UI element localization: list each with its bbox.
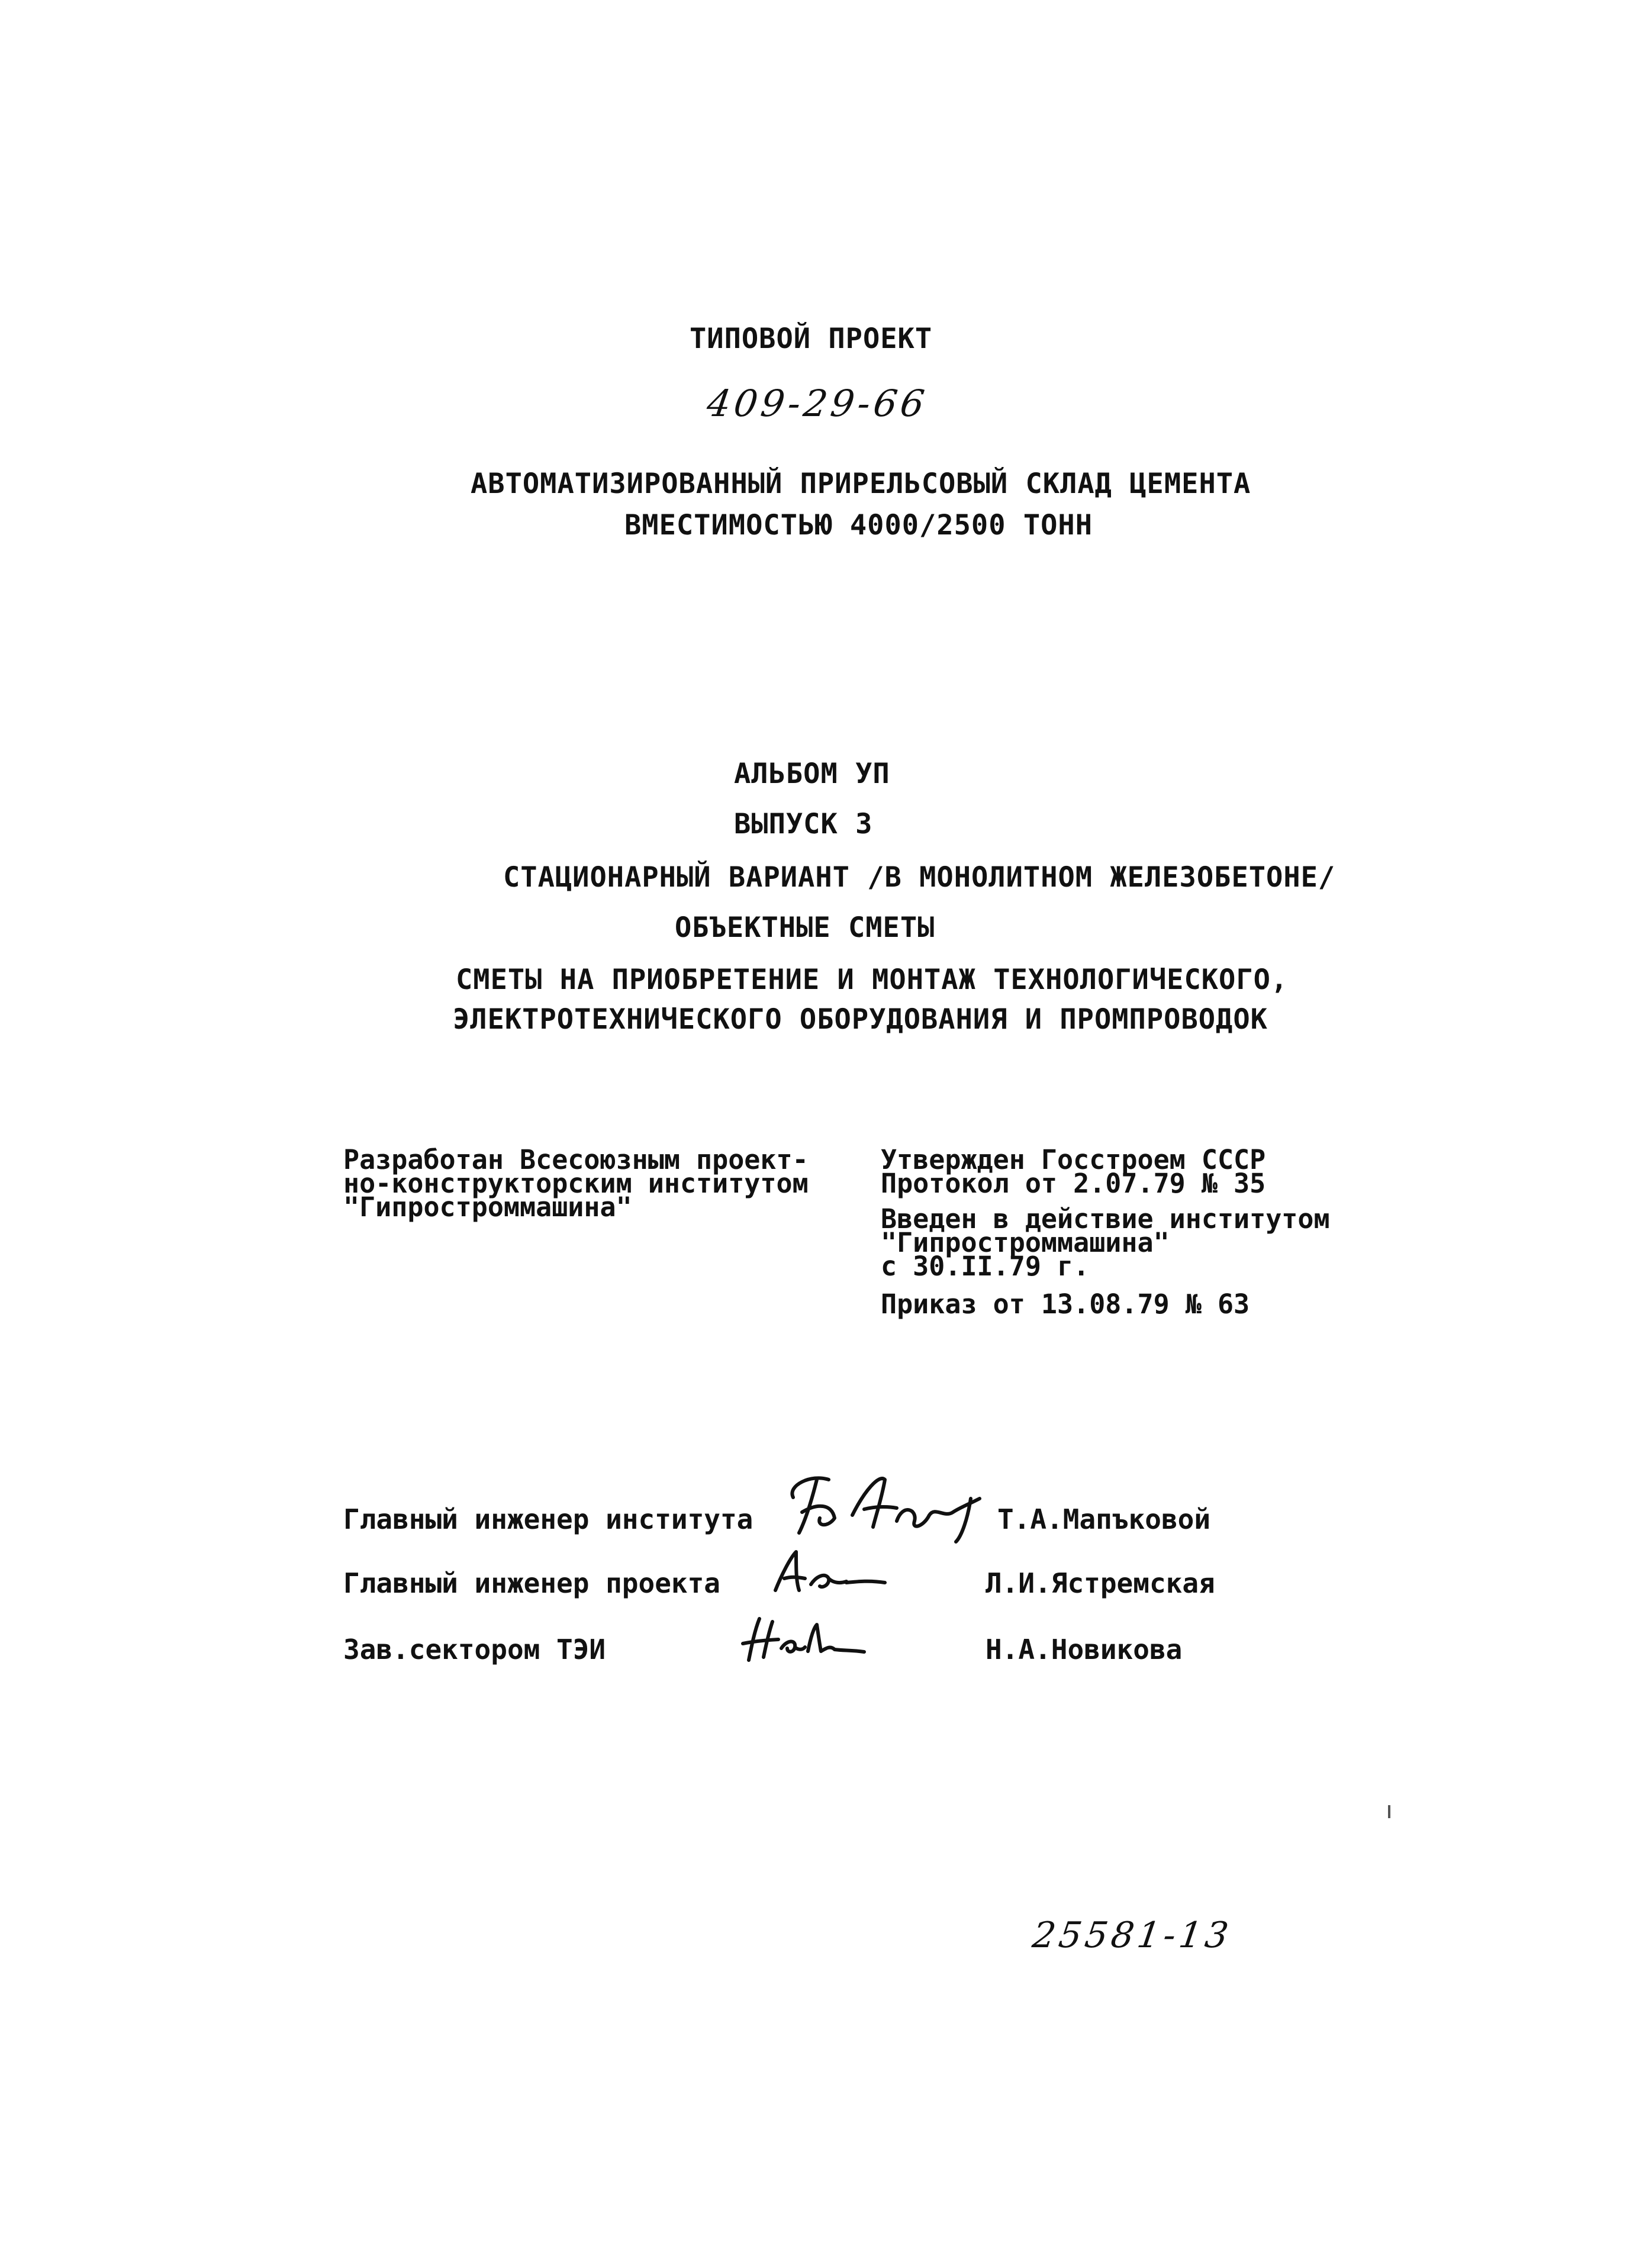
approval-line-5: с 30.II.79 г. <box>881 1251 1090 1282</box>
developer-line-1: Разработан Всесоюзным проект- <box>343 1144 809 1175</box>
signature-name-head-sector: Н.А.Новикова <box>986 1634 1183 1665</box>
title-line-2: ВМЕСТИМОСТЬЮ 4000/2500 ТОНН <box>624 509 1093 542</box>
approval-line-3: Введен в действие институтом <box>881 1203 1330 1235</box>
issue-label: ВЫПУСК 3 <box>734 808 873 840</box>
estimates-line-2: ЭЛЕКТРОТЕХНИЧЕСКОГО ОБОРУДОВАНИЯ И ПРОМПРОВОДОК <box>453 1003 1268 1036</box>
developer-block <box>343 1144 809 1223</box>
project-type: ТИПОВОЙ ПРОЕКТ <box>690 323 933 355</box>
section-label: ОБЪЕКТНЫЕ СМЕТЫ <box>675 911 935 944</box>
signature-name-chief-engineer-project: Л.И.Ястремская <box>986 1567 1215 1599</box>
project-number: 409-29-66 <box>704 382 931 425</box>
approval-line-6: Приказ от 13.08.79 № 63 <box>881 1288 1250 1320</box>
inventory-number: 25581-13 <box>1030 1915 1235 1956</box>
signature-chief-engineer-project <box>764 1546 906 1599</box>
signature-head-sector <box>731 1613 873 1666</box>
album-label: АЛЬБОМ УП <box>734 758 890 790</box>
approval-line-2: Протокол от 2.07.79 № 35 <box>881 1168 1266 1199</box>
estimates-line-1: СМЕТЫ НА ПРИОБРЕТЕНИЕ И МОНТАЖ ТЕХНОЛОГИЧЕСКОГО, <box>456 964 1289 996</box>
approval-line-1: Утвержден Госстроем СССР <box>881 1144 1266 1175</box>
approval-block <box>881 1144 1330 1320</box>
signature-role-chief-engineer-institute: Главный инженер института <box>343 1503 753 1535</box>
signature-role-head-sector: Зав.сектором ТЭИ <box>343 1634 606 1665</box>
developer-line-2: но-конструкторским институтом <box>343 1168 809 1199</box>
signature-name-chief-engineer-institute: Т.А.Мапъковой <box>997 1503 1211 1535</box>
developer-line-3: "Гипростроммашина" <box>343 1191 632 1223</box>
approval-line-4: "Гипростроммашина" <box>881 1227 1170 1258</box>
title-line-1: АВТОМАТИЗИРОВАННЫЙ ПРИРЕЛЬСОВЫЙ СКЛАД ЦЕМЕНТА <box>471 468 1251 500</box>
signature-chief-engineer-institute <box>775 1462 988 1545</box>
scan-speck <box>1388 1805 1390 1818</box>
variant-label: СТАЦИОНАРНЫЙ ВАРИАНТ /В МОНОЛИТНОМ ЖЕЛЕЗОБЕТОНЕ/ <box>503 861 1336 894</box>
signature-role-chief-engineer-project: Главный инженер проекта <box>343 1567 720 1599</box>
